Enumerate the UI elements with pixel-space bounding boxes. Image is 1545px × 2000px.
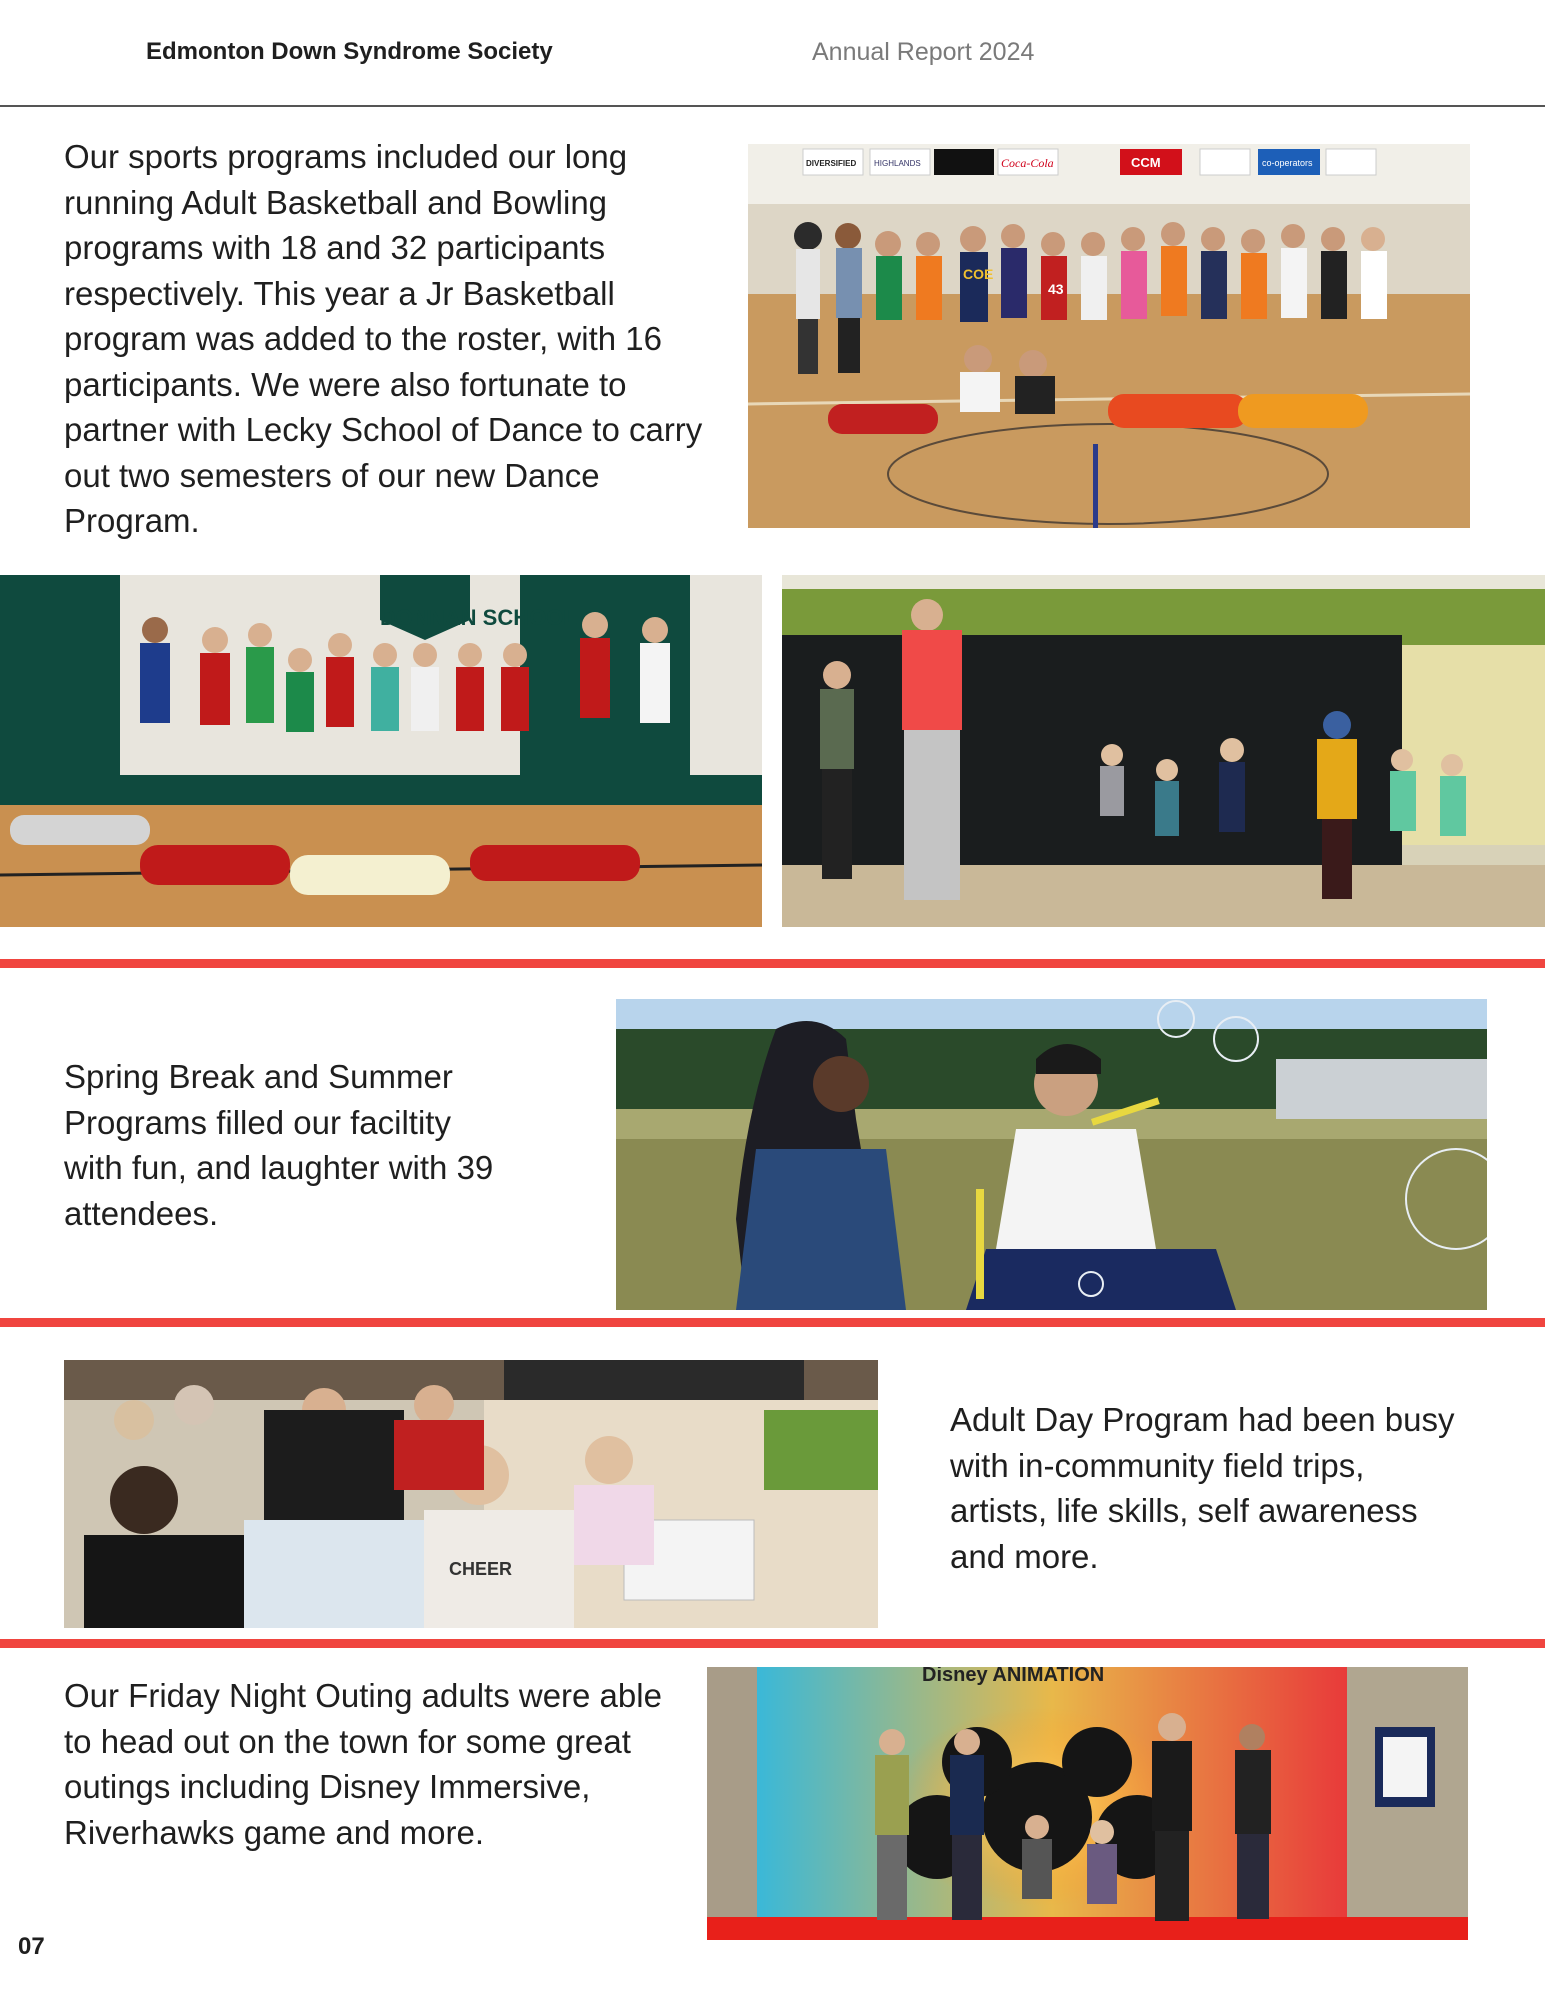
- adult-day-photo: [64, 1360, 878, 1628]
- friday-night-text: Our Friday Night Outing adults were able to head out on the town for some great outings including Disney Immersive, Riverhawks game and more.: [64, 1677, 662, 1851]
- banner-brand-cocacola: Coca-Cola: [1001, 156, 1054, 170]
- medal-group-photo: [0, 575, 762, 927]
- school-sign: DONNAN SCHOOL: [380, 605, 577, 630]
- bubbles-photo: [616, 999, 1487, 1310]
- adult-day-text: Adult Day Program had been busy with in-community field trips, artists, life skills, self awareness and more.: [950, 1401, 1455, 1575]
- section-divider-3: [0, 1639, 1545, 1648]
- page-number: 07: [18, 1933, 45, 1960]
- report-title: Annual Report 2024: [812, 38, 1035, 66]
- section-divider-2: [0, 1318, 1545, 1327]
- jersey-text-43: 43: [1048, 281, 1064, 297]
- spring-summer-text: Spring Break and Summer Programs filled our faciltity with fun, and laughter with 39 attendees.: [64, 1058, 494, 1232]
- banner-brand-diversified: DIVERSIFIED: [806, 159, 857, 168]
- header-divider: [0, 105, 1545, 107]
- banner-brand-highlands: HIGHLANDS: [874, 159, 921, 168]
- basketball-group-photo: [748, 144, 1470, 528]
- banner-brand-ccm: CCM: [1131, 155, 1161, 170]
- banner-brand-cooperators: co-operators: [1262, 158, 1313, 168]
- organization-name: Edmonton Down Syndrome Society: [146, 38, 553, 65]
- dance-class-photo: [782, 575, 1545, 927]
- disney-outing-photo: [707, 1667, 1468, 1940]
- sports-programs-text: Our sports programs included our long running Adult Basketball and Bowling programs with 18 and 32 participants respectively. This year a Jr Basketball program was added to the roster, with 16 participants. We were also fortunate to partner with Lecky School of Dance to carry out two semesters of our new Dance Program.: [64, 138, 703, 539]
- jersey-text-coe: COE: [963, 266, 994, 282]
- shirt-text: CHEER: [449, 1559, 513, 1579]
- section-divider-1: [0, 959, 1545, 968]
- disney-sign: Disney ANIMATION: [922, 1667, 1105, 1686]
